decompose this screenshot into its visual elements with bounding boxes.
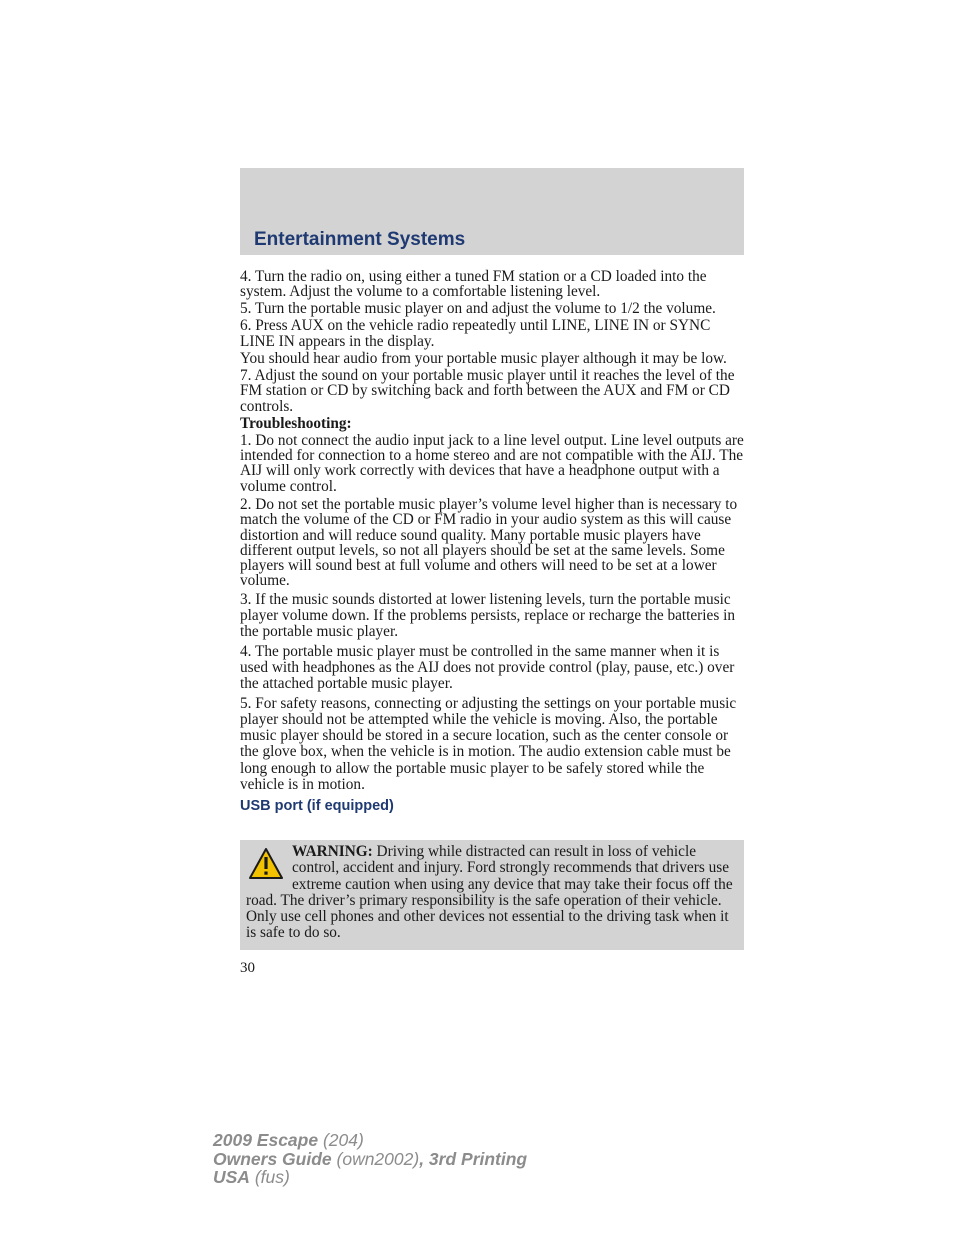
troubleshooting-item-3: 3. If the music sounds distorted at lower listening levels, turn the portable music player volume down. If the problems persists, replace or recharge the batteries in the portable music player. [240, 590, 735, 641]
body-text [240, 269, 744, 821]
footer-line-3: USA (fus) [213, 1167, 290, 1187]
section-header-band [240, 168, 744, 255]
troubleshooting-item-5: 5. For safety reasons, connecting or adjusting the settings on your portable music player should not be attempted while the vehicle is moving. Also, the portable music player should be stored in a secure location, such as the center console or the glove box, when the vehicle is in motion. The audio extension cable must be long enough to allow the portable music player to be safely stored while the vehicle is in motion. [240, 694, 737, 793]
warning-box [240, 840, 744, 950]
footer-imprint [213, 1131, 527, 1187]
warning-label: WARNING: [292, 843, 373, 860]
step-6-paragraph: 6. Press AUX on the vehicle radio repeatedly until LINE, LINE IN or SYNC LINE IN appears in the display. [240, 317, 711, 350]
troubleshooting-item-4: 4. The portable music player must be controlled in the same manner when it is used with headphones as the AIJ does not provide control (play, pause, etc.) over the attached portable music player. [240, 642, 735, 693]
step-7-paragraph: 7. Adjust the sound on your portable music player until it reaches the level of the FM station or CD by switching back and forth between the AUX and FM or CD controls. [240, 366, 735, 415]
audio-note-paragraph: You should hear audio from your portable music player although it may be low. [240, 349, 727, 367]
troubleshooting-item-1: 1. Do not connect the audio input jack to a line level output. Line level outputs are intended for connection to a home stereo and are not compatible with the AIJ. The AIJ will only work correctly with devices that have a headphone output with a volume control. [240, 431, 744, 495]
section-title: Entertainment Systems [254, 229, 466, 250]
footer-line-1: 2009 Escape (204) [213, 1130, 364, 1150]
step-5-paragraph: 5. Turn the portable music player on and adjust the volume to 1/2 the volume. [240, 300, 716, 318]
troubleshooting-heading: Troubleshooting: [240, 414, 352, 432]
page-number: 30 [240, 960, 255, 976]
warning-triangle-icon [248, 847, 284, 881]
warning-text: Driving while distracted can result in loss of vehicle control, accident and injury. Ford strongly recommends that drivers use extreme caution when using any device that may take their focus off the road. The driver’s primary responsibility is the safe operation of their vehicle. Only use cell phones and other devices not essential to the driving task when it is safe to do so. [246, 843, 733, 942]
troubleshooting-item-2: 2. Do not set the portable music player’s volume level higher than is necessary to match the volume of the CD or FM radio in your audio system as this will cause distortion and will reduce sound quality. Many portable music players have different output levels, so not all players should be set at the same levels. Some players will sound best at full volume and others will need to be set at a lower volume. [240, 495, 738, 590]
footer-line-2: Owners Guide (own2002), 3rd Printing [213, 1148, 528, 1169]
usb-port-heading: USB port (if equipped) [240, 798, 394, 815]
step-4-paragraph: 4. Turn the radio on, using either a tuned FM station or a CD loaded into the system. Adjust the volume to a comfortable listening level. [240, 268, 707, 301]
